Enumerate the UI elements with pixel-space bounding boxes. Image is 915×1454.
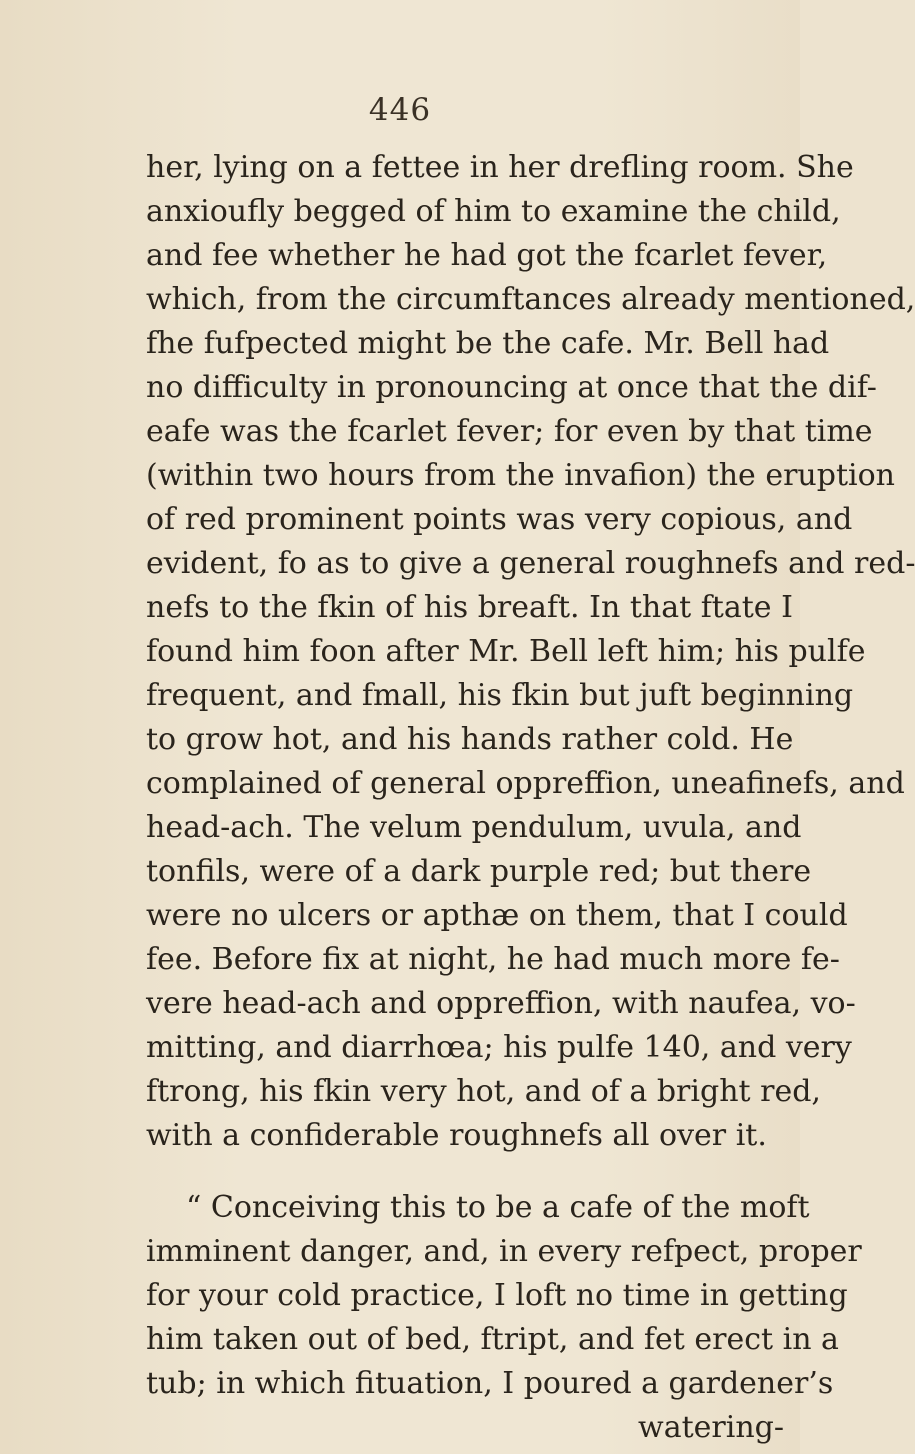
text-line: eafe was the fcarlet fever; for even by that time [146, 414, 873, 449]
text-line: tub; in which fituation, I poured a gardener’s [146, 1366, 834, 1401]
text-line: ftrong, his fkin very hot, and of a bright red, [146, 1074, 821, 1109]
text-line: of red prominent points was very copious, and [146, 502, 853, 537]
text-line: no difficulty in pronouncing at once that the dif- [146, 370, 877, 405]
text-line: “ Conceiving this to be a cafe of the moft [186, 1190, 810, 1225]
text-line: nefs to the fkin of his breaft. In that ftate I [146, 590, 793, 625]
text-line: her, lying on a fettee in her drefling room. She [146, 150, 854, 185]
text-line: fhe fufpected might be the cafe. Mr. Bell had [146, 326, 830, 361]
text-line: him taken out of bed, ftript, and fet erect in a [146, 1322, 839, 1357]
text-line: for your cold practice, I loft no time in getting [146, 1278, 848, 1313]
page-number: 446 [368, 92, 432, 128]
text-line: mitting, and diarrhœa; his pulfe 140, and very [146, 1030, 852, 1065]
text-line: tonfils, were of a dark purple red; but there [146, 854, 812, 889]
catchword: watering- [638, 1410, 784, 1445]
text-line: anxioufly begged of him to examine the child, [146, 194, 841, 229]
text-line: were no ulcers or apthæ on them, that I could [146, 898, 848, 933]
text-line: frequent, and fmall, his fkin but juft beginning [146, 678, 854, 713]
text-line: which, from the circumftances already mentioned, [146, 282, 915, 317]
text-line: vere head-ach and oppreffion, with naufea, vo- [146, 986, 856, 1021]
text-line: head-ach. The velum pendulum, uvula, and [146, 810, 802, 845]
text-line: (within two hours from the invafion) the eruption [146, 458, 895, 493]
text-line: and fee whether he had got the fcarlet fever, [146, 238, 828, 273]
text-line: imminent danger, and, in every refpect, proper [146, 1234, 862, 1269]
text-line: found him foon after Mr. Bell left him; his pulfe [146, 634, 866, 669]
text-line: fee. Before fix at night, he had much more fe- [146, 942, 840, 977]
text-line: to grow hot, and his hands rather cold. He [146, 722, 794, 757]
text-line: evident, fo as to give a general roughnefs and red- [146, 546, 915, 581]
text-line: with a confiderable roughnefs all over it. [146, 1118, 767, 1153]
text-line: complained of general oppreffion, uneafinefs, and [146, 766, 905, 801]
